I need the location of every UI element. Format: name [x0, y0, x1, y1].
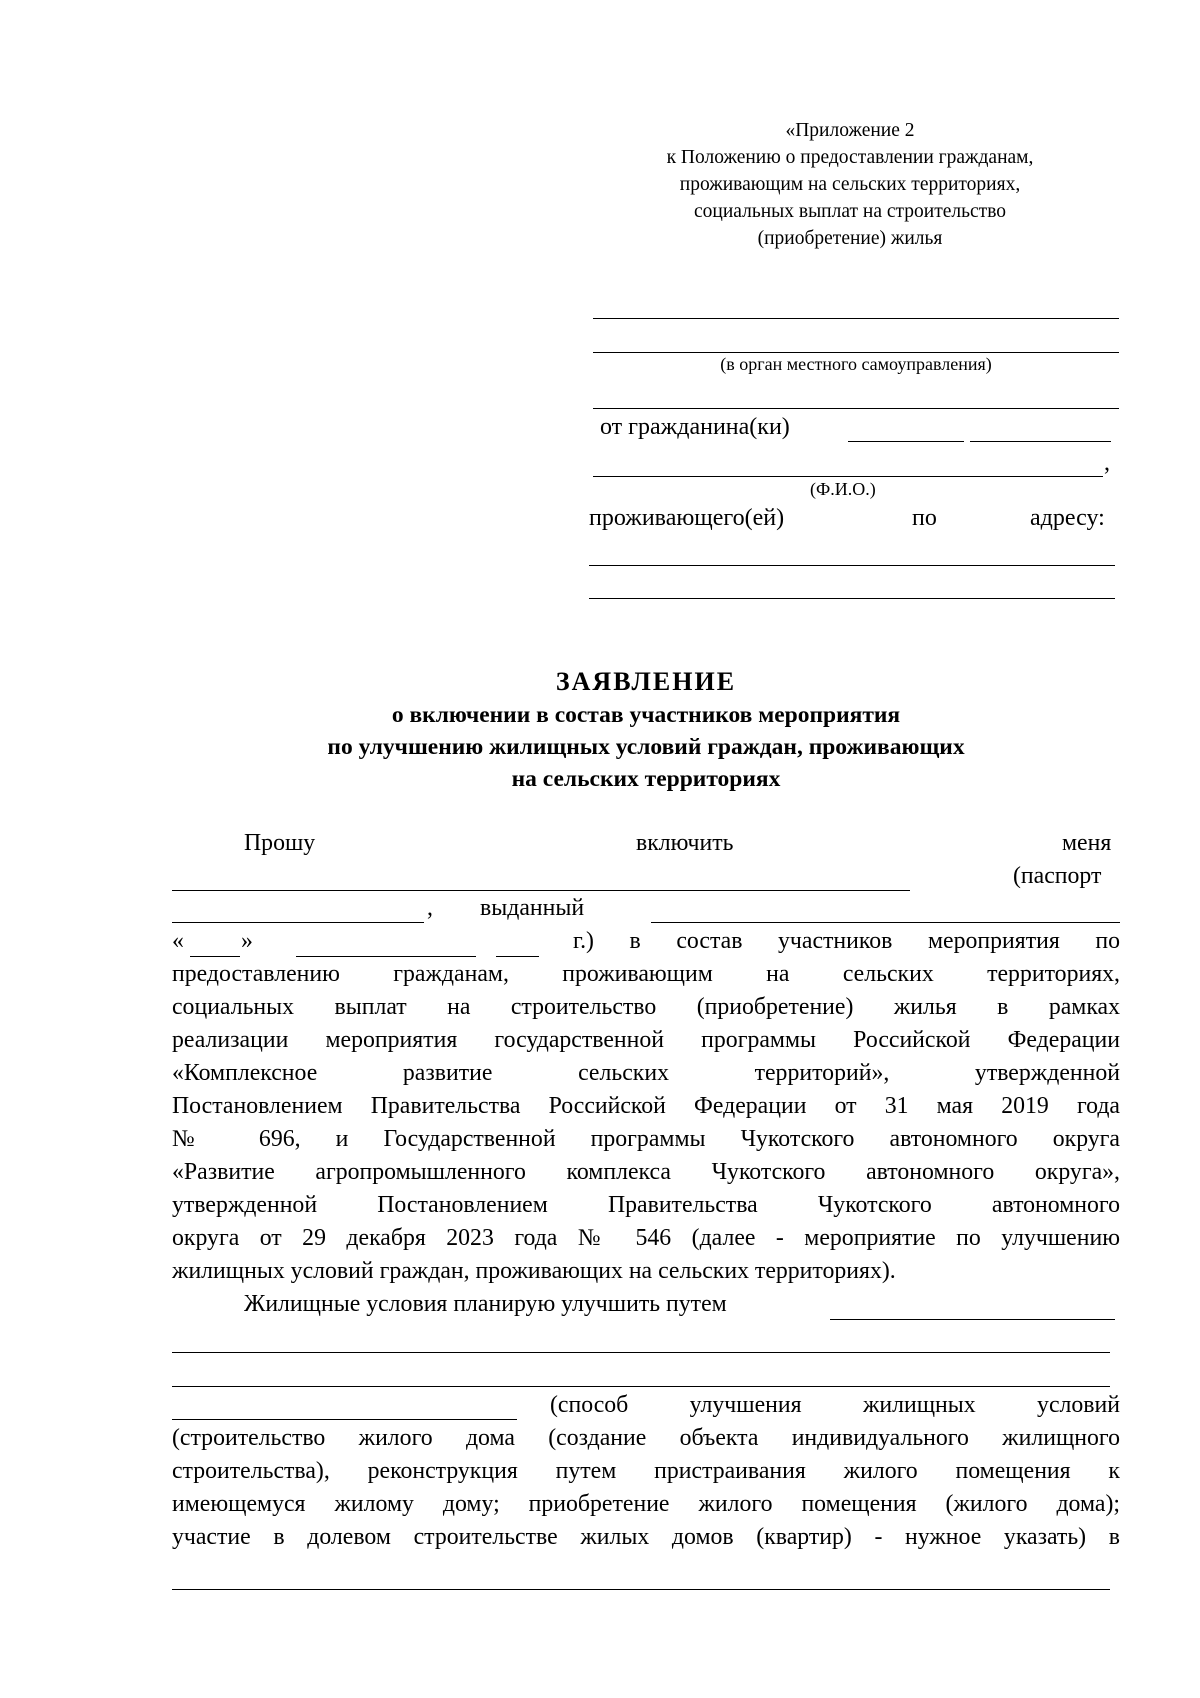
organ-line-1[interactable] [593, 318, 1119, 319]
address-line-1[interactable] [589, 565, 1115, 566]
body-line: (строительство жилого дома (создание объекта индивидуального жилищного [172, 1425, 1120, 1451]
title-line: по улучшению жилищных условий граждан, проживающих [327, 734, 965, 760]
document-title [172, 665, 1120, 795]
organ-line-2[interactable] [593, 352, 1119, 353]
fio-line-b[interactable] [970, 441, 1111, 442]
body-line: (способ улучшения жилищных условий [550, 1392, 1120, 1418]
month-line[interactable] [296, 956, 476, 957]
title-line: на сельских территориях [511, 766, 781, 792]
appendix-line: проживающим на сельских территориях, [679, 174, 1021, 195]
body-line: предоставлению гражданам, проживающим на сельских территориях, [172, 961, 1120, 987]
body-line: «Развитие агропромышленного комплекса Чукотского автономного округа», [172, 1159, 1120, 1185]
quote-close: » [241, 928, 253, 954]
body-line: строительства), реконструкция путем пристраивания жилого помещения к [172, 1458, 1120, 1484]
passport-number-line[interactable] [172, 922, 424, 923]
fio-caption: (Ф.И.О.) [810, 479, 876, 499]
body-line: жилищных условий граждан, проживающих на сельских территориях). [172, 1258, 896, 1284]
body-line: г.) в состав участников мероприятия по [573, 928, 1120, 954]
body-line: реализации мероприятия государственной программы Российской Федерации [172, 1027, 1120, 1053]
name-line[interactable] [172, 890, 910, 891]
improvement-way-line-1[interactable] [830, 1319, 1115, 1320]
location-line[interactable] [172, 1589, 1110, 1590]
fio-line-full[interactable] [593, 476, 1103, 477]
residing-label: проживающего(ей) [589, 505, 785, 531]
title-line: о включении в состав участников мероприятия [391, 702, 901, 728]
appendix-line: к Положению о предоставлении гражданам, [666, 147, 1034, 168]
body-line: участие в долевом строительстве жилых домов (квартир) - нужное указать) в [172, 1524, 1120, 1550]
day-line[interactable] [190, 956, 240, 957]
improvement-way-line-2[interactable] [172, 1352, 1110, 1353]
comma: , [427, 895, 433, 921]
appendix-line: «Приложение 2 [785, 120, 915, 141]
residing-label: адресу: [1030, 505, 1105, 531]
issued-label: выданный [480, 895, 585, 921]
title-main: ЗАЯВЛЕНИЕ [555, 667, 737, 696]
body-line: Жилищные условия планирую улучшить путем [244, 1291, 727, 1317]
year-line[interactable] [496, 956, 539, 957]
improvement-way-line-3[interactable] [172, 1386, 1110, 1387]
body-word: Прошу [244, 830, 316, 856]
body-line: «Комплексное развитие сельских территорий», утвержденной [172, 1060, 1120, 1086]
body-line: социальных выплат на строительство (приобретение) жилья в рамках [172, 994, 1120, 1020]
improvement-way-line-4[interactable] [172, 1419, 517, 1420]
body-line: Постановлением Правительства Российской Федерации от 31 мая 2019 года [172, 1093, 1120, 1119]
from-citizen-label: от гражданина(ки) [600, 414, 790, 440]
body-line: № 696, и Государственной программы Чукотского автономного округа [172, 1126, 1120, 1152]
body-word: включить [636, 830, 734, 856]
residing-label: по [912, 505, 937, 531]
body-line: округа от 29 декабря 2023 года № 546 (далее - мероприятие по улучшению [172, 1225, 1120, 1251]
appendix-line: социальных выплат на строительство [693, 201, 1007, 222]
appendix-line: (приобретение) жилья [757, 228, 943, 249]
issued-by-line[interactable] [651, 922, 1120, 923]
fio-line-a[interactable] [848, 441, 964, 442]
appendix-block [620, 117, 1080, 252]
fio-comma: , [1104, 450, 1110, 476]
organ-caption: (в орган местного самоуправления) [720, 354, 992, 374]
body-line: имеющемуся жилому дому; приобретение жилого помещения (жилого дома); [172, 1491, 1120, 1517]
quote-open: « [172, 928, 184, 954]
organ-line-3[interactable] [593, 408, 1119, 409]
body-word: меня [1062, 830, 1112, 856]
body-line: утвержденной Постановлением Правительства Чукотского автономного [172, 1192, 1120, 1218]
passport-label: (паспорт [1013, 863, 1102, 889]
address-line-2[interactable] [589, 598, 1115, 599]
